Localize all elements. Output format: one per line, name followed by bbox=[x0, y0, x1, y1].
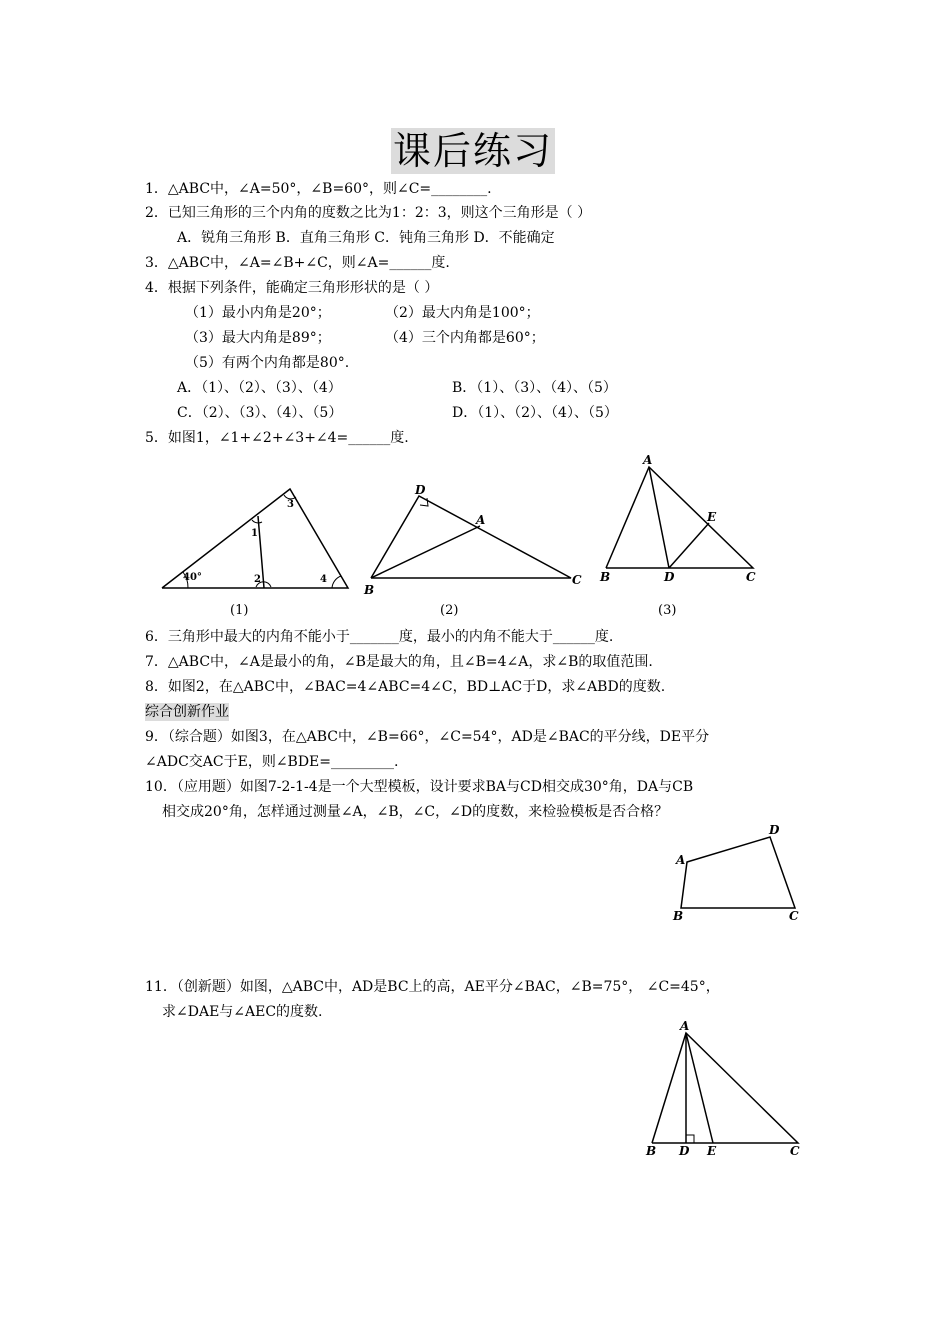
option-b: B．（1）、（3）、（4）、（5） bbox=[452, 380, 617, 396]
figure-3-triangle bbox=[606, 467, 753, 568]
fig4-label-d: D bbox=[769, 823, 780, 837]
fig1-label-2: 2 bbox=[254, 574, 261, 585]
fig3-label-d: D bbox=[664, 570, 675, 584]
fig3-caption: (3) bbox=[658, 603, 677, 618]
option-a: A．（1）、（2）、（3）、（4） bbox=[177, 380, 342, 396]
question-11-cont: 求∠DAE与∠AEC的度数. bbox=[162, 1004, 323, 1020]
question-2-options: A．锐角三角形 B．直角三角形 C．钝角三角形 D．不能确定 bbox=[177, 230, 555, 246]
condition-1: （1）最小内角是20°； bbox=[185, 305, 331, 321]
fig2-caption: (2) bbox=[440, 603, 459, 618]
fig2-label-c: C bbox=[572, 573, 582, 587]
fig3-label-a: A bbox=[643, 453, 653, 467]
question-9: 9．（综合题）如图3，在△ABC中，∠B=66°，∠C=54°，AD是∠BAC的平分线，DE平分 bbox=[145, 729, 710, 745]
question-2: 2．已知三角形的三个内角的度数之比为1：2：3，则这个三角形是（ ） bbox=[145, 205, 592, 221]
fig2-label-a: A bbox=[476, 513, 486, 527]
question-9-cont: ∠ADC交AC于E，则∠BDE=_________. bbox=[145, 754, 399, 770]
fig1-caption: (1) bbox=[230, 603, 249, 618]
question-10: 10．（应用题）如图7-2-1-4是一个大型模板，设计要求BA与CD相交成30°角，DA与CB bbox=[145, 779, 694, 795]
fig5-label-c: C bbox=[790, 1144, 800, 1158]
fig5-label-b: B bbox=[646, 1144, 657, 1158]
fig3-label-c: C bbox=[746, 570, 756, 584]
option-d: D．（1）、（2）、（4）、（5） bbox=[452, 405, 618, 421]
page-title: 课后练习 bbox=[392, 129, 553, 173]
fig2-label-d: D bbox=[415, 483, 426, 497]
fig5-label-a: A bbox=[680, 1019, 690, 1033]
question-10-cont: 相交成20°角，怎样通过测量∠A，∠B，∠C，∠D的度数，来检验模板是否合格？ bbox=[162, 804, 669, 820]
question-4: 4．根据下列条件，能确定三角形形状的是（ ） bbox=[145, 280, 439, 296]
question-7: 7．△ABC中，∠A是最小的角，∠B是最大的角，且∠B=4∠A，求∠B的取值范围. bbox=[145, 654, 653, 670]
fig3-label-b: B bbox=[600, 570, 611, 584]
figure-2-triangle bbox=[371, 496, 571, 578]
fig1-label-4: 4 bbox=[320, 574, 327, 585]
condition-4: （4）三个内角都是60°； bbox=[385, 330, 545, 346]
fig5-label-d: D bbox=[679, 1144, 690, 1158]
question-5: 5．如图1，∠1+∠2+∠3+∠4=______度. bbox=[145, 430, 409, 446]
condition-3: （3）最大内角是89°； bbox=[185, 330, 331, 346]
fig3-label-e: E bbox=[707, 510, 717, 524]
fig4-label-c: C bbox=[789, 909, 799, 923]
question-3: 3．△ABC中，∠A=∠B+∠C，则∠A=______度. bbox=[145, 255, 450, 271]
condition-5: （5）有两个内角都是80°. bbox=[185, 355, 350, 371]
fig1-label-1: 1 bbox=[251, 528, 258, 539]
fig1-label-3: 3 bbox=[287, 499, 294, 510]
question-1: 1．△ABC中，∠A=50°，∠B=60°，则∠C=________. bbox=[145, 181, 492, 197]
option-c: C．（2）、（3）、（4）、（5） bbox=[177, 405, 343, 421]
question-6: 6．三角形中最大的内角不能小于_______度，最小的内角不能大于______度. bbox=[145, 629, 614, 645]
question-11: 11．（创新题）如图，△ABC中，AD是BC上的高，AE平分∠BAC，∠B=75°， ∠C=45°， bbox=[145, 979, 720, 995]
fig4-label-b: B bbox=[673, 909, 684, 923]
fig5-label-e: E bbox=[707, 1144, 717, 1158]
figure-5-triangle bbox=[652, 1033, 798, 1143]
condition-2: （2）最大内角是100°； bbox=[385, 305, 540, 321]
question-8: 8．如图2，在△ABC中，∠BAC=4∠ABC=4∠C，BD⊥AC于D，求∠ABD的度数. bbox=[145, 679, 666, 695]
fig2-label-b: B bbox=[364, 583, 375, 597]
figure-4-quadrilateral bbox=[681, 837, 795, 908]
section-heading: 综合创新作业 bbox=[145, 704, 229, 720]
fig1-angle-label: 40° bbox=[183, 572, 202, 583]
fig4-label-a: A bbox=[676, 853, 686, 867]
